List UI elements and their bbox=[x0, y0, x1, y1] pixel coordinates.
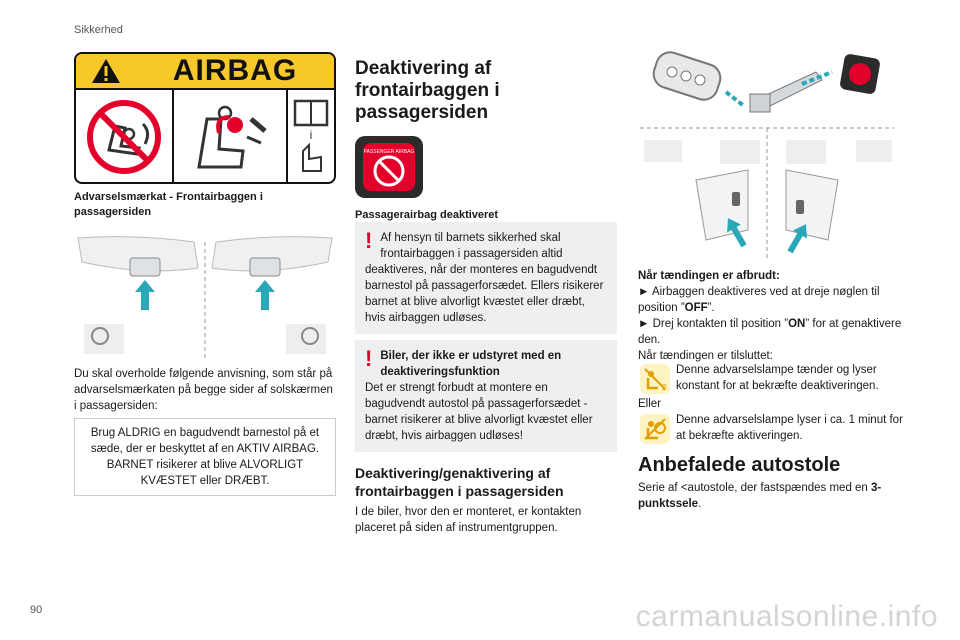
off-position: OFF bbox=[684, 302, 708, 314]
section-label: Sikkerhed bbox=[74, 24, 123, 36]
recommended-seats-title: Anbefalede autostole bbox=[638, 454, 841, 476]
svg-text:i: i bbox=[309, 128, 313, 142]
exclamation-icon: ! bbox=[365, 346, 373, 371]
airbag-warning-box: Brug ALDRIG en bagudvendt barnestol på et sæde, der er beskyttet af en AKTIV AIRBAG. BARNET risikerer at blive ALVORLIGT KVÆSTET eller DRÆBT. bbox=[74, 418, 336, 496]
recommended-seats-text bbox=[638, 480, 904, 512]
ignition-on-title: Når tændingen er tilsluttet: bbox=[638, 350, 773, 362]
ignition-instructions bbox=[638, 268, 904, 364]
step-reactivate bbox=[638, 316, 904, 348]
badge-text: PASSENGER AIRBAG bbox=[363, 149, 415, 155]
passenger-airbag-deactivated-title: Passagerairbag deaktiveret bbox=[355, 209, 499, 221]
no-deactivation-note-title: Biler, der ikke er udstyret med en deaktiveringsfunktion bbox=[380, 350, 562, 378]
exclamation-icon: ! bbox=[365, 228, 373, 253]
step-reactivate-text: ► Drej kontakten til position ” bbox=[638, 318, 789, 330]
recommended-text: Serie af <autostole, der fastspændes med en bbox=[638, 482, 872, 494]
read-manual-icon bbox=[288, 90, 334, 184]
key-switch-illustration bbox=[636, 50, 898, 260]
svg-text:2: 2 bbox=[662, 383, 667, 392]
warning-triangle-icon bbox=[76, 58, 136, 84]
no-rear-facing-seat-icon bbox=[76, 90, 174, 184]
on-position: ON bbox=[788, 318, 806, 330]
no-deactivation-note bbox=[355, 340, 617, 452]
three-point-belt: 3-punktssele bbox=[638, 482, 882, 510]
airbag-word: AIRBAG bbox=[172, 54, 298, 87]
child-safety-note bbox=[355, 222, 617, 334]
child-safety-note-text: Af hensyn til barnets sikkerhed skal frontairbaggen i passagersiden altid deaktiveres, når der monteres en bagudvendt barnestol på passagerforsædet. Ellers risikerer barnet at blive alvorligt kvæstet eller dræbt, hvis airbaggen udløses. bbox=[365, 232, 604, 324]
deactivation-title: Deaktivering af frontairbaggen i passagersiden bbox=[355, 58, 500, 123]
airbag-label-caption: Advarselsmærkat - Frontairbaggen i passagersiden bbox=[74, 191, 263, 218]
step-deactivate-text: ► Airbaggen deaktiveres ved at dreje nøglen til position ” bbox=[638, 286, 880, 314]
airbag-warning-label bbox=[74, 52, 336, 184]
lamp1-text: Denne advarselslampe tænder og lyser konstant for at bekræfte deaktiveringen. bbox=[676, 364, 879, 392]
or-text: Eller bbox=[638, 398, 662, 410]
recommended-end: . bbox=[698, 498, 702, 510]
step-deactivate-end: ”. bbox=[707, 302, 715, 314]
airbag-deploy-icon bbox=[174, 90, 288, 184]
sun-visors-illustration bbox=[74, 228, 336, 360]
ignition-off-title: Når tændingen er afbrudt: bbox=[638, 270, 780, 282]
deactivation-reactivation-title: Deaktivering/genaktivering af frontairbaggen i passagersiden bbox=[355, 465, 564, 499]
no-deactivation-note-body: Det er strengt forbudt at montere en bagudvendt autostol på passagerforsædet - barnet risikerer at blive alvorligt kvæstet eller dræbt, hvis airbaggen udløses! bbox=[365, 382, 593, 442]
step-deactivate bbox=[638, 284, 904, 316]
page-number: 90 bbox=[30, 604, 43, 616]
passenger-airbag-off-badge bbox=[355, 136, 423, 198]
lamp2-text: Denne advarselslampe lyser i ca. 1 minut for at bekræfte aktiveringen. bbox=[676, 414, 903, 442]
watermark: carmanualsonline.info bbox=[635, 600, 938, 633]
step-reactivate-end: ” for at genaktivere den. bbox=[638, 318, 902, 346]
airbag-off-lamp-icon bbox=[640, 364, 670, 394]
visor-instruction-text: Du skal overholde følgende anvisning, som står på advarselsmærkaten på begge sider af solskærmen i passagersiden: bbox=[74, 368, 333, 412]
airbag-on-lamp-icon bbox=[640, 414, 670, 444]
switch-location-text: I de biler, hvor den er monteret, er kontakten placeret på siden af instrumentgruppen. bbox=[355, 506, 582, 534]
